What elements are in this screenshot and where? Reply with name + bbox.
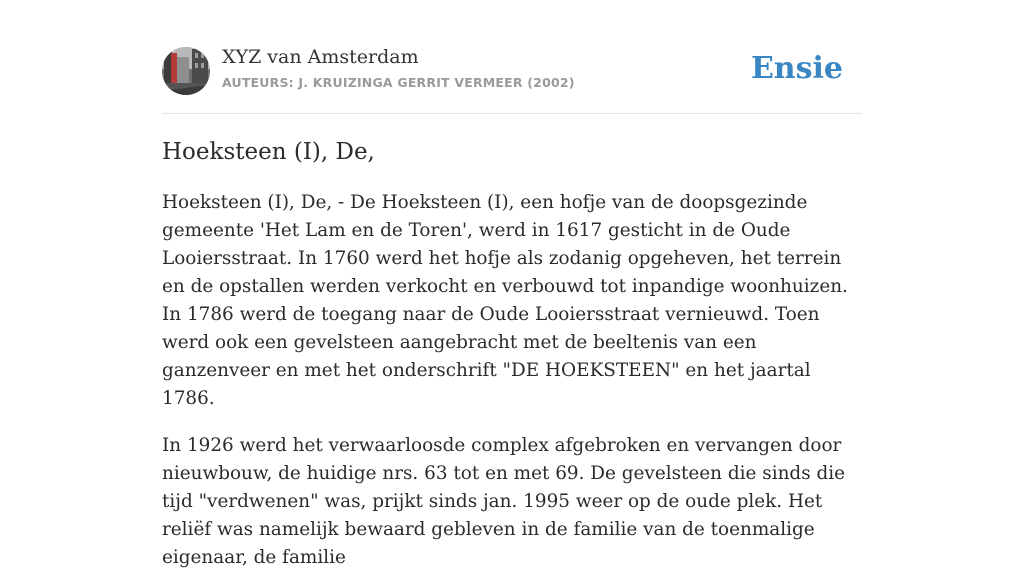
article-title: Hoeksteen (I), De, bbox=[162, 139, 375, 165]
book-authors: AUTEURS: J. KRUIZINGA GERRIT VERMEER (2002) bbox=[222, 75, 575, 90]
page bbox=[162, 0, 862, 572]
book-title[interactable]: XYZ van Amsterdam bbox=[222, 46, 419, 68]
page-header bbox=[162, 0, 862, 114]
article-paragraph: In 1926 werd het verwaarloosde complex afgebroken en vervangen door nieuwbouw, de huidige nrs. 63 tot en met 69. De gevelsteen die sinds die tijd "verdwenen" was, prijkt sinds jan. 1995 weer op de oude plek. Het reliëf was namelijk bewaard gebleven in de familie van de toenmalige eigenaar, de familie bbox=[162, 435, 846, 568]
book-cover-avatar[interactable] bbox=[162, 47, 210, 95]
book-cover-image bbox=[162, 47, 210, 95]
article-paragraph: Hoeksteen (I), De, - De Hoeksteen (I), een hofje van de doopsgezinde gemeente 'Het Lam en de Toren', werd in 1617 gesticht in de Oude Looiersstraat. In 1760 werd het hofje als zodanig opgeheven, het terrein en de opstallen werden verkocht en verbouwd tot inpandige woonhuizen. In 1786 werd de toegang naar de Oude Looiersstraat vernieuwd. Toen werd ook een gevelsteen aangebracht met de beeltenis van een ganzenveer en met het onderschrift "DE HOEKSTEEN" en het jaartal 1786. bbox=[162, 192, 848, 409]
ensie-logo[interactable]: Ensie bbox=[750, 51, 843, 86]
